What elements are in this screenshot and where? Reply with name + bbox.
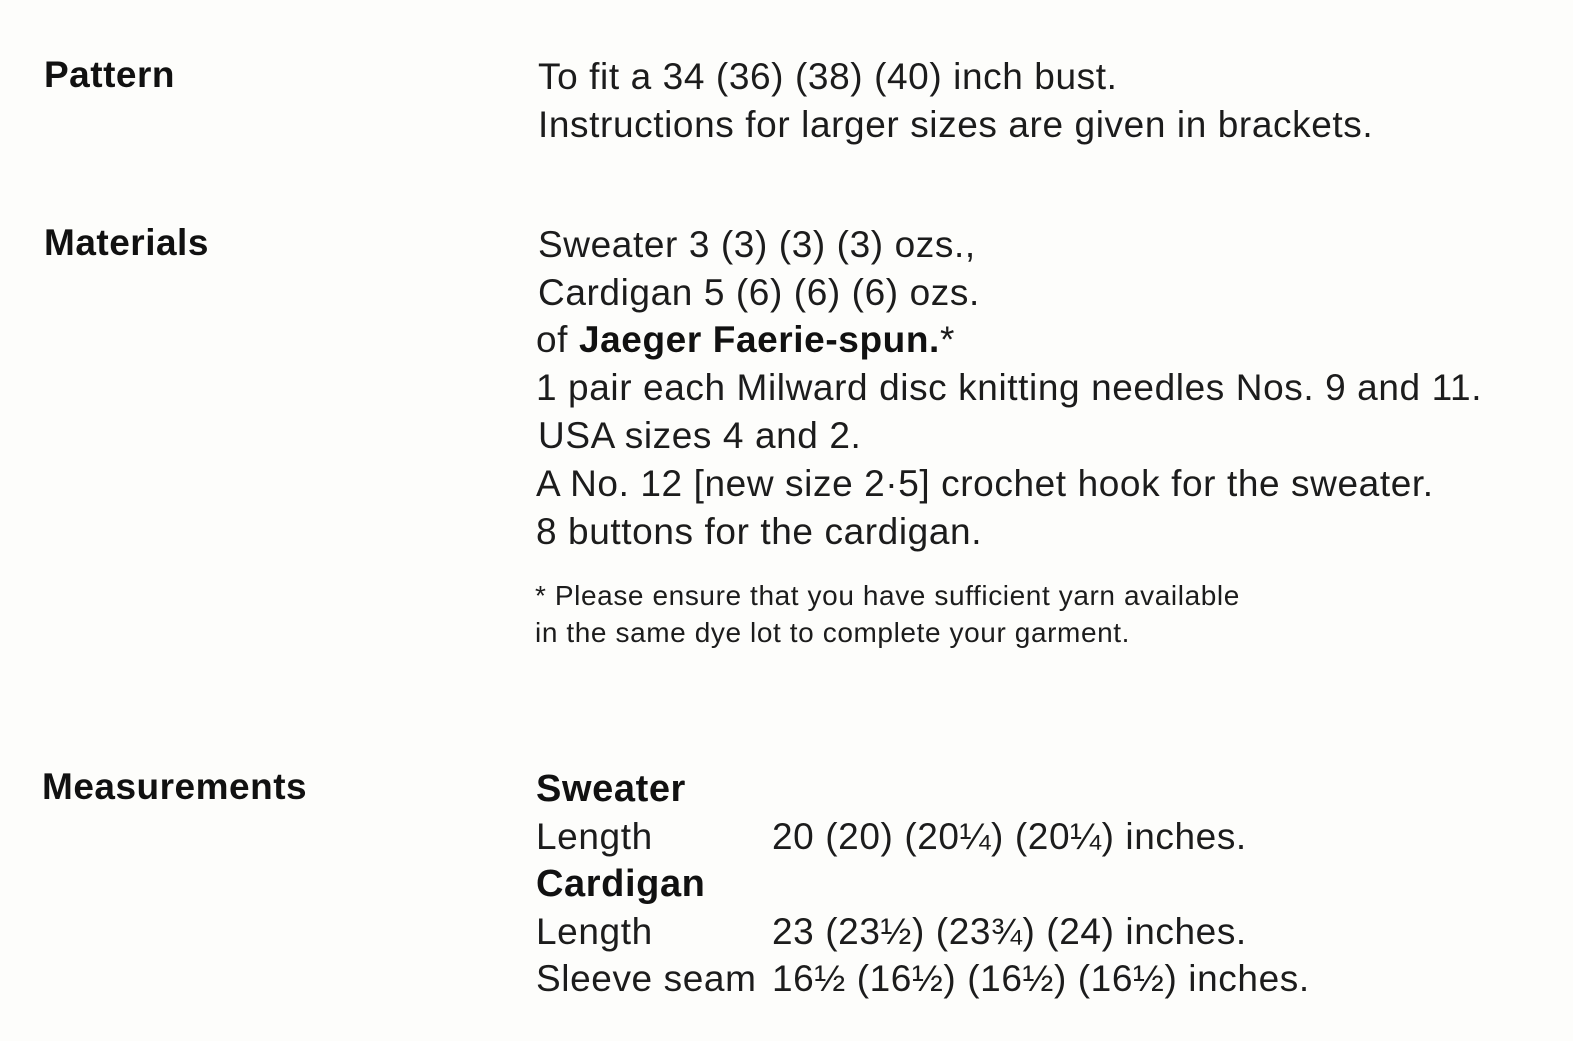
materials-heading: Materials — [44, 222, 209, 263]
materials-cardigan: Cardigan 5 (6) (6) (6) ozs. — [538, 272, 980, 313]
materials-buttons: 8 buttons for the cardigan. — [536, 511, 983, 552]
cardigan-subheading: Cardigan — [536, 863, 706, 905]
materials-usa-sizes: USA sizes 4 and 2. — [538, 415, 862, 456]
cardigan-sleeve-label: Sleeve seam — [536, 958, 757, 999]
sweater-length-value: 20 (20) (20¼) (20¼) inches. — [772, 816, 1247, 857]
sweater-length-label: Length — [536, 816, 653, 857]
pattern-line-instructions: Instructions for larger sizes are given in brackets. — [538, 104, 1374, 145]
yarn-asterisk: * — [939, 319, 955, 360]
pattern-line-fit: To fit a 34 (36) (38) (40) inch bust. — [538, 56, 1118, 97]
cardigan-length-label: Length — [536, 911, 653, 952]
materials-hook: A No. 12 [new size 2·5] crochet hook for the sweater. — [536, 463, 1434, 504]
materials-sweater: Sweater 3 (3) (3) (3) ozs., — [538, 224, 976, 265]
materials-needles: 1 pair each Milward disc knitting needles Nos. 9 and 11. — [536, 367, 1483, 408]
cardigan-length-value: 23 (23½) (23¾) (24) inches. — [772, 911, 1247, 952]
sweater-subheading: Sweater — [536, 768, 686, 810]
yarn-prefix: of — [536, 319, 569, 360]
materials-note: * Please ensure that you have sufficient yarn available in the same dye lot to complete your garment. — [535, 580, 1240, 648]
cardigan-sleeve-value: 16½ (16½) (16½) (16½) inches. — [772, 958, 1310, 999]
yarn-name: Jaeger Faerie-spun. — [578, 319, 940, 360]
materials-yarn — [536, 319, 955, 361]
measurements-heading: Measurements — [42, 766, 308, 807]
pattern-heading: Pattern — [44, 54, 175, 95]
